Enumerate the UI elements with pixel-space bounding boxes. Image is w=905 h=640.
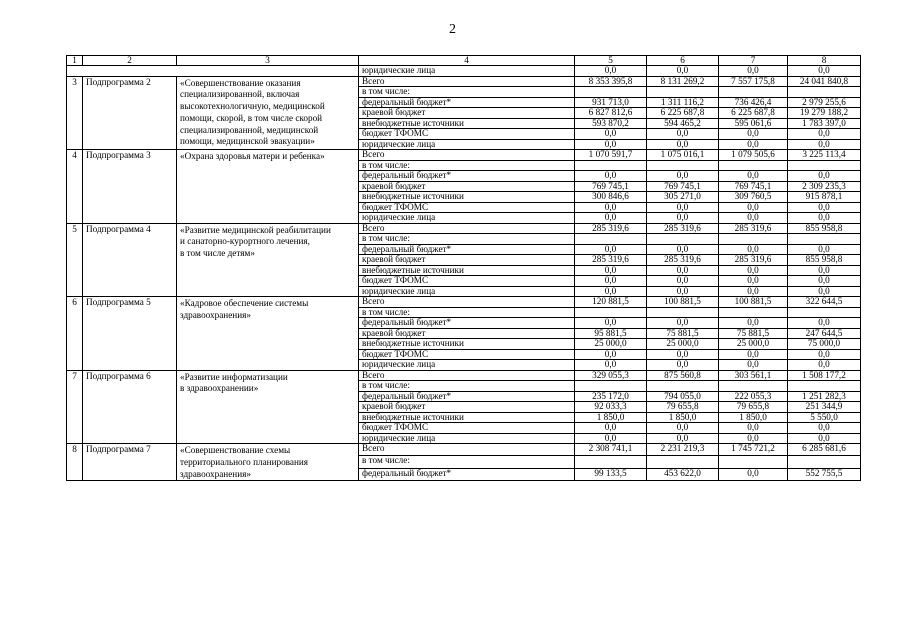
value-cell: 0,0 xyxy=(575,129,647,140)
value-cell: 235 172,0 xyxy=(575,391,647,402)
value-cell: 769 745,1 xyxy=(719,181,788,192)
value-cell: 794 055,0 xyxy=(647,391,719,402)
table-row xyxy=(67,444,861,456)
value-cell: 3 225 113,4 xyxy=(788,150,861,161)
value-cell: 0,0 xyxy=(788,433,861,444)
source-cell: в том числе: xyxy=(359,160,575,171)
value-cell: 1 850,0 xyxy=(647,412,719,423)
value-cell: 453 622,0 xyxy=(647,468,719,480)
description-cell: «Охрана здоровья матери и ребенка» xyxy=(177,150,359,224)
value-cell: 0,0 xyxy=(719,349,788,360)
value-cell: 0,0 xyxy=(788,318,861,329)
value-cell: 0,0 xyxy=(647,423,719,434)
value-cell: 0,0 xyxy=(788,360,861,371)
value-cell: 0,0 xyxy=(719,423,788,434)
source-cell: краевой бюджет xyxy=(359,108,575,119)
value-cell: 1 508 177,2 xyxy=(788,370,861,381)
value-cell: 0,0 xyxy=(788,66,861,77)
value-cell: 329 055,3 xyxy=(575,370,647,381)
value-cell: 0,0 xyxy=(647,244,719,255)
value-cell: 0,0 xyxy=(647,66,719,77)
value-cell xyxy=(719,160,788,171)
value-cell: 247 644,5 xyxy=(788,328,861,339)
value-cell: 594 465,2 xyxy=(647,118,719,129)
program-cell: Подпрограмма 5 xyxy=(83,297,177,371)
value-cell: 0,0 xyxy=(647,276,719,287)
value-cell: 0,0 xyxy=(788,349,861,360)
value-cell: 1 850,0 xyxy=(719,412,788,423)
value-cell: 285 319,6 xyxy=(719,255,788,266)
value-cell: 0,0 xyxy=(719,276,788,287)
value-cell: 0,0 xyxy=(575,286,647,297)
source-cell: юридические лица xyxy=(359,139,575,150)
column-header: 2 xyxy=(83,56,177,66)
value-cell: 0,0 xyxy=(647,318,719,329)
source-cell: федеральный бюджет* xyxy=(359,391,575,402)
value-cell: 75 881,5 xyxy=(719,328,788,339)
source-cell: Всего xyxy=(359,297,575,308)
value-cell: 285 319,6 xyxy=(647,255,719,266)
source-cell: Всего xyxy=(359,370,575,381)
value-cell: 0,0 xyxy=(788,213,861,224)
value-cell: 0,0 xyxy=(719,468,788,480)
value-cell xyxy=(647,160,719,171)
value-cell: 285 319,6 xyxy=(647,223,719,234)
column-header: 4 xyxy=(359,56,575,66)
value-cell: 75 881,5 xyxy=(647,328,719,339)
value-cell: 2 979 255,6 xyxy=(788,97,861,108)
value-cell xyxy=(719,381,788,392)
value-cell: 285 319,6 xyxy=(575,255,647,266)
value-cell: 0,0 xyxy=(719,265,788,276)
value-cell: 0,0 xyxy=(719,244,788,255)
value-cell: 915 878,1 xyxy=(788,192,861,203)
value-cell: 875 560,8 xyxy=(647,370,719,381)
value-cell xyxy=(719,234,788,245)
value-cell: 303 561,1 xyxy=(719,370,788,381)
source-cell: бюджет ТФОМС xyxy=(359,202,575,213)
value-cell: 120 881,5 xyxy=(575,297,647,308)
description-cell: «Совершенствование схемы территориального планирования здравоохранения» xyxy=(177,444,359,481)
value-cell: 0,0 xyxy=(647,360,719,371)
value-cell: 736 426,4 xyxy=(719,97,788,108)
value-cell: 1 251 282,3 xyxy=(788,391,861,402)
value-cell: 25 000,0 xyxy=(719,339,788,350)
value-cell: 6 827 812,6 xyxy=(575,108,647,119)
table-row xyxy=(67,150,861,161)
value-cell: 79 655,8 xyxy=(719,402,788,413)
value-cell: 0,0 xyxy=(647,213,719,224)
value-cell: 1 745 721,2 xyxy=(719,444,788,456)
value-cell: 595 061,6 xyxy=(719,118,788,129)
source-cell: в том числе: xyxy=(359,87,575,98)
value-cell: 0,0 xyxy=(575,213,647,224)
value-cell xyxy=(788,381,861,392)
program-cell: Подпрограмма 6 xyxy=(83,370,177,444)
value-cell: 0,0 xyxy=(575,265,647,276)
value-cell: 0,0 xyxy=(647,139,719,150)
value-cell: 285 319,6 xyxy=(719,223,788,234)
value-cell: 7 557 175,8 xyxy=(719,76,788,87)
value-cell: 0,0 xyxy=(719,139,788,150)
header-row xyxy=(67,56,861,66)
value-cell xyxy=(575,160,647,171)
value-cell: 0,0 xyxy=(575,139,647,150)
value-cell: 100 881,5 xyxy=(719,297,788,308)
column-header: 1 xyxy=(67,56,83,66)
column-header: 7 xyxy=(719,56,788,66)
source-cell: бюджет ТФОМС xyxy=(359,276,575,287)
value-cell: 0,0 xyxy=(788,129,861,140)
value-cell: 855 958,8 xyxy=(788,223,861,234)
value-cell: 0,0 xyxy=(719,66,788,77)
value-cell: 305 271,0 xyxy=(647,192,719,203)
row-index-cell: 6 xyxy=(67,297,83,371)
value-cell xyxy=(719,87,788,98)
value-cell: 1 079 505,6 xyxy=(719,150,788,161)
value-cell: 931 713,0 xyxy=(575,97,647,108)
value-cell: 0,0 xyxy=(719,129,788,140)
column-header: 6 xyxy=(647,56,719,66)
empty-cell xyxy=(67,66,359,77)
value-cell: 0,0 xyxy=(575,66,647,77)
value-cell: 6 225 687,8 xyxy=(647,108,719,119)
source-cell: внебюджетные источники xyxy=(359,412,575,423)
value-cell: 1 075 016,1 xyxy=(647,150,719,161)
value-cell: 285 319,6 xyxy=(575,223,647,234)
source-cell: краевой бюджет xyxy=(359,402,575,413)
value-cell: 855 958,8 xyxy=(788,255,861,266)
value-cell: 8 353 395,8 xyxy=(575,76,647,87)
source-cell: федеральный бюджет* xyxy=(359,244,575,255)
column-header: 8 xyxy=(788,56,861,66)
source-cell: бюджет ТФОМС xyxy=(359,423,575,434)
value-cell: 0,0 xyxy=(647,171,719,182)
value-cell: 0,0 xyxy=(719,286,788,297)
row-index-cell: 8 xyxy=(67,444,83,481)
source-cell: в том числе: xyxy=(359,381,575,392)
value-cell xyxy=(647,87,719,98)
source-cell: юридические лица xyxy=(359,286,575,297)
value-cell xyxy=(647,456,719,468)
value-cell: 24 041 840,8 xyxy=(788,76,861,87)
value-cell: 0,0 xyxy=(575,423,647,434)
value-cell: 0,0 xyxy=(788,265,861,276)
value-cell: 322 644,5 xyxy=(788,297,861,308)
table-row xyxy=(67,223,861,234)
value-cell: 0,0 xyxy=(719,360,788,371)
value-cell xyxy=(647,234,719,245)
value-cell xyxy=(647,381,719,392)
source-cell: бюджет ТФОМС xyxy=(359,349,575,360)
value-cell xyxy=(788,307,861,318)
program-cell: Подпрограмма 7 xyxy=(83,444,177,481)
value-cell: 0,0 xyxy=(647,129,719,140)
table-row xyxy=(67,370,861,381)
value-cell: 1 850,0 xyxy=(575,412,647,423)
source-cell: Всего xyxy=(359,444,575,456)
row-index-cell: 7 xyxy=(67,370,83,444)
source-cell: федеральный бюджет* xyxy=(359,318,575,329)
value-cell xyxy=(788,160,861,171)
value-cell xyxy=(719,456,788,468)
value-cell xyxy=(575,234,647,245)
source-cell: федеральный бюджет* xyxy=(359,468,575,480)
source-cell: Всего xyxy=(359,150,575,161)
value-cell xyxy=(575,381,647,392)
source-cell: юридические лица xyxy=(359,360,575,371)
value-cell: 300 846,6 xyxy=(575,192,647,203)
source-cell: Всего xyxy=(359,76,575,87)
value-cell: 6 225 687,8 xyxy=(719,108,788,119)
value-cell: 0,0 xyxy=(788,286,861,297)
value-cell: 309 760,5 xyxy=(719,192,788,203)
value-cell: 0,0 xyxy=(647,349,719,360)
value-cell: 0,0 xyxy=(719,202,788,213)
value-cell: 2 308 741,1 xyxy=(575,444,647,456)
value-cell: 2 309 235,3 xyxy=(788,181,861,192)
value-cell: 1 783 397,0 xyxy=(788,118,861,129)
value-cell: 0,0 xyxy=(719,318,788,329)
value-cell: 769 745,1 xyxy=(575,181,647,192)
value-cell: 769 745,1 xyxy=(647,181,719,192)
value-cell: 0,0 xyxy=(788,423,861,434)
value-cell xyxy=(788,234,861,245)
value-cell: 5 550,0 xyxy=(788,412,861,423)
value-cell: 0,0 xyxy=(575,244,647,255)
value-cell: 0,0 xyxy=(575,171,647,182)
row-index-cell: 5 xyxy=(67,223,83,297)
value-cell: 0,0 xyxy=(788,202,861,213)
value-cell: 251 344,9 xyxy=(788,402,861,413)
value-cell: 0,0 xyxy=(575,318,647,329)
value-cell: 0,0 xyxy=(575,276,647,287)
value-cell xyxy=(575,456,647,468)
value-cell: 75 000,0 xyxy=(788,339,861,350)
value-cell: 222 055,3 xyxy=(719,391,788,402)
source-cell: краевой бюджет xyxy=(359,328,575,339)
value-cell: 92 033,3 xyxy=(575,402,647,413)
value-cell xyxy=(788,87,861,98)
value-cell: 25 000,0 xyxy=(575,339,647,350)
value-cell: 0,0 xyxy=(575,349,647,360)
value-cell: 0,0 xyxy=(788,276,861,287)
value-cell: 0,0 xyxy=(719,213,788,224)
source-cell: внебюджетные источники xyxy=(359,265,575,276)
source-cell: Всего xyxy=(359,223,575,234)
source-cell: внебюджетные источники xyxy=(359,339,575,350)
source-cell: юридические лица xyxy=(359,433,575,444)
source-cell: внебюджетные источники xyxy=(359,118,575,129)
program-cell: Подпрограмма 3 xyxy=(83,150,177,224)
value-cell xyxy=(575,87,647,98)
value-cell: 0,0 xyxy=(647,265,719,276)
table-row xyxy=(67,297,861,308)
value-cell: 8 131 269,2 xyxy=(647,76,719,87)
value-cell: 25 000,0 xyxy=(647,339,719,350)
program-cell: Подпрограмма 4 xyxy=(83,223,177,297)
value-cell: 0,0 xyxy=(647,202,719,213)
description-cell: «Развитие медицинской реабилитации и санаторно-курортного лечения, в том числе детям» xyxy=(177,223,359,297)
source-cell: бюджет ТФОМС xyxy=(359,129,575,140)
source-cell: юридические лица xyxy=(359,213,575,224)
source-cell: краевой бюджет xyxy=(359,181,575,192)
value-cell: 6 285 681,6 xyxy=(788,444,861,456)
source-cell: юридические лица xyxy=(359,66,575,77)
value-cell xyxy=(647,307,719,318)
description-cell: «Кадровое обеспечение системы здравоохранения» xyxy=(177,297,359,371)
value-cell: 99 133,5 xyxy=(575,468,647,480)
value-cell: 95 881,5 xyxy=(575,328,647,339)
value-cell: 0,0 xyxy=(719,171,788,182)
value-cell: 2 231 219,3 xyxy=(647,444,719,456)
table-row xyxy=(67,66,861,77)
description-cell: «Совершенствование оказания специализированной, включая высокотехнологичную, медицинской помощи, скорой, в том числе скорой специализированной, медицинской помощи, медицинской эвакуации» xyxy=(177,76,359,150)
value-cell: 1 070 591,7 xyxy=(575,150,647,161)
value-cell: 0,0 xyxy=(575,360,647,371)
row-index-cell: 4 xyxy=(67,150,83,224)
value-cell: 0,0 xyxy=(647,433,719,444)
value-cell: 1 311 116,2 xyxy=(647,97,719,108)
program-cell: Подпрограмма 2 xyxy=(83,76,177,150)
value-cell: 0,0 xyxy=(575,202,647,213)
value-cell: 593 870,2 xyxy=(575,118,647,129)
table-row xyxy=(67,76,861,87)
value-cell xyxy=(575,307,647,318)
value-cell: 0,0 xyxy=(788,171,861,182)
row-index-cell: 3 xyxy=(67,76,83,150)
value-cell xyxy=(788,456,861,468)
value-cell: 0,0 xyxy=(719,433,788,444)
value-cell: 0,0 xyxy=(575,433,647,444)
value-cell: 0,0 xyxy=(788,244,861,255)
page-number: 2 xyxy=(449,22,456,37)
source-cell: в том числе: xyxy=(359,234,575,245)
value-cell: 79 655,8 xyxy=(647,402,719,413)
value-cell xyxy=(719,307,788,318)
value-cell: 100 881,5 xyxy=(647,297,719,308)
value-cell: 19 279 188,2 xyxy=(788,108,861,119)
value-cell: 0,0 xyxy=(647,286,719,297)
source-cell: внебюджетные источники xyxy=(359,192,575,203)
budget-table xyxy=(66,55,861,481)
source-cell: федеральный бюджет* xyxy=(359,97,575,108)
source-cell: в том числе: xyxy=(359,307,575,318)
column-header: 3 xyxy=(177,56,359,66)
source-cell: краевой бюджет xyxy=(359,255,575,266)
source-cell: в том числе: xyxy=(359,456,575,468)
description-cell: «Развитие информатизации в здравоохранении» xyxy=(177,370,359,444)
source-cell: федеральный бюджет* xyxy=(359,171,575,182)
value-cell: 552 755,5 xyxy=(788,468,861,480)
column-header: 5 xyxy=(575,56,647,66)
value-cell: 0,0 xyxy=(788,139,861,150)
